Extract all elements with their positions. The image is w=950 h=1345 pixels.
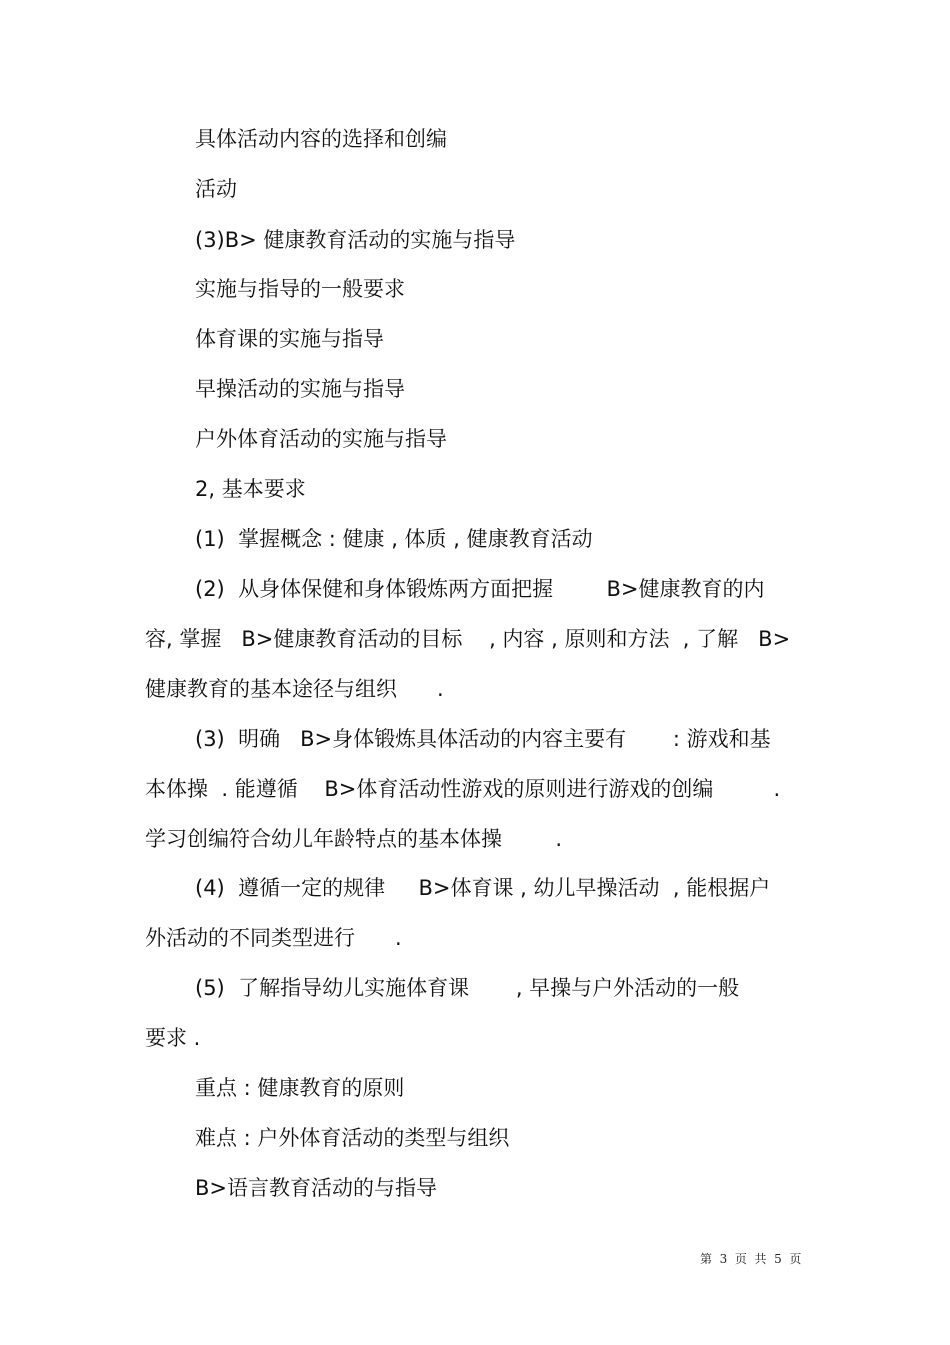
- page-number-footer: 第 3 页 共 5 页: [700, 1252, 802, 1266]
- requirement-3-line-2: 本体操 . 能遵循 B>体育活动性游戏的原则进行游戏的创编 .: [145, 777, 781, 801]
- text-line-pe-class: 体育课的实施与指导: [195, 327, 384, 351]
- section-heading-basic-requirements: 2, 基本要求: [195, 477, 306, 501]
- text-line-morning-exercise: 早操活动的实施与指导: [195, 377, 405, 401]
- text-line-activity-content: 具体活动内容的选择和创编: [195, 127, 447, 151]
- requirement-5-line-1: (5) 了解指导幼儿实施体育课 , 早操与户外活动的一般: [195, 976, 740, 1000]
- key-point: 重点 : 健康教育的原则: [195, 1076, 405, 1100]
- requirement-2-line-1: (2) 从身体保健和身体锻炼两方面把握 B>健康教育的内: [195, 577, 765, 601]
- requirement-3-line-3: 学习创编符合幼儿年龄特点的基本体操 .: [145, 827, 563, 851]
- text-line-outdoor-activity: 户外体育活动的实施与指导: [195, 427, 447, 451]
- requirement-3-line-1: (3) 明确 B>身体锻炼具体活动的内容主要有 : 游戏和基: [195, 727, 771, 751]
- text-line-activity: 活动: [195, 177, 237, 201]
- section-heading-implementation: (3)B> 健康教育活动的实施与指导: [195, 228, 516, 252]
- requirement-5-line-2: 要求 .: [145, 1026, 201, 1050]
- text-line-general-requirements: 实施与指导的一般要求: [195, 277, 405, 301]
- requirement-4-line-2: 外活动的不同类型进行 .: [145, 926, 402, 950]
- requirement-1: (1) 掌握概念 : 健康 , 体质 , 健康教育活动: [195, 527, 593, 551]
- section-heading-language-education: B>语言教育活动的与指导: [195, 1176, 438, 1200]
- difficult-point: 难点 : 户外体育活动的类型与组织: [195, 1126, 510, 1150]
- requirement-2-line-2: 容, 掌握 B>健康教育活动的目标 , 内容 , 原则和方法 , 了解 B>: [145, 627, 791, 651]
- requirement-2-line-3: 健康教育的基本途径与组织 .: [145, 677, 444, 701]
- requirement-4-line-1: (4) 遵循一定的规律 B>体育课 , 幼儿早操活动 , 能根据户: [195, 876, 771, 900]
